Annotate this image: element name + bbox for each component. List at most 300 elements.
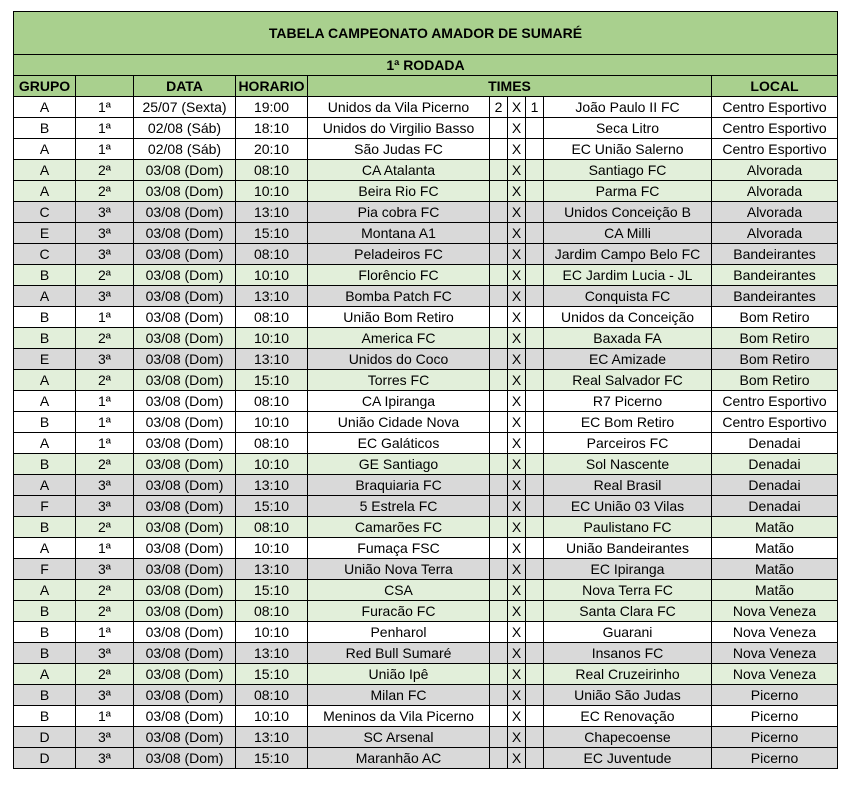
cell-horario: 10:10 xyxy=(236,454,308,475)
cell-grupo: E xyxy=(14,349,76,370)
cell-home-score xyxy=(490,223,508,244)
cell-local: Bandeirantes xyxy=(712,265,838,286)
cell-home-score xyxy=(490,433,508,454)
cell-data: 25/07 (Sexta) xyxy=(134,97,236,118)
cell-grupo: B xyxy=(14,328,76,349)
cell-rodada: 1ª xyxy=(76,538,134,559)
cell-grupo: A xyxy=(14,580,76,601)
cell-horario: 08:10 xyxy=(236,433,308,454)
cell-away-team: Real Brasil xyxy=(544,475,712,496)
cell-home-score xyxy=(490,685,508,706)
cell-versus: X xyxy=(508,139,526,160)
cell-local: Nova Veneza xyxy=(712,601,838,622)
cell-versus: X xyxy=(508,118,526,139)
cell-home-score xyxy=(490,202,508,223)
cell-away-team: Unidos da Conceição xyxy=(544,307,712,328)
cell-away-score xyxy=(526,496,544,517)
cell-rodada: 3ª xyxy=(76,559,134,580)
cell-grupo: A xyxy=(14,139,76,160)
table-row xyxy=(14,202,838,223)
cell-grupo: B xyxy=(14,454,76,475)
cell-away-score xyxy=(526,181,544,202)
cell-horario: 10:10 xyxy=(236,538,308,559)
cell-home-score xyxy=(490,286,508,307)
cell-away-score xyxy=(526,706,544,727)
cell-away-score xyxy=(526,601,544,622)
cell-data: 03/08 (Dom) xyxy=(134,748,236,769)
cell-away-score xyxy=(526,265,544,286)
cell-grupo: B xyxy=(14,685,76,706)
cell-data: 02/08 (Sáb) xyxy=(134,118,236,139)
cell-horario: 13:10 xyxy=(236,349,308,370)
cell-away-team: Guarani xyxy=(544,622,712,643)
cell-away-score xyxy=(526,664,544,685)
cell-home-team: Penharol xyxy=(308,622,490,643)
cell-home-team: 5 Estrela FC xyxy=(308,496,490,517)
cell-data: 03/08 (Dom) xyxy=(134,475,236,496)
cell-data: 03/08 (Dom) xyxy=(134,391,236,412)
cell-grupo: A xyxy=(14,391,76,412)
cell-data: 03/08 (Dom) xyxy=(134,685,236,706)
cell-home-team: União Nova Terra xyxy=(308,559,490,580)
cell-data: 03/08 (Dom) xyxy=(134,559,236,580)
cell-grupo: B xyxy=(14,118,76,139)
cell-home-score xyxy=(490,727,508,748)
cell-horario: 13:10 xyxy=(236,643,308,664)
table-row xyxy=(14,412,838,433)
cell-local: Bandeirantes xyxy=(712,286,838,307)
cell-home-team: Beira Rio FC xyxy=(308,181,490,202)
cell-home-team: Meninos da Vila Picerno xyxy=(308,706,490,727)
cell-away-team: Real Salvador FC xyxy=(544,370,712,391)
cell-away-score xyxy=(526,643,544,664)
cell-away-team: Nova Terra FC xyxy=(544,580,712,601)
cell-away-score xyxy=(526,622,544,643)
cell-rodada: 1ª xyxy=(76,118,134,139)
cell-horario: 15:10 xyxy=(236,223,308,244)
cell-away-score xyxy=(526,391,544,412)
cell-away-score xyxy=(526,286,544,307)
cell-versus: X xyxy=(508,391,526,412)
cell-home-team: CSA xyxy=(308,580,490,601)
cell-grupo: B xyxy=(14,307,76,328)
table-row xyxy=(14,475,838,496)
table-row xyxy=(14,307,838,328)
cell-away-team: EC Jardim Lucia - JL xyxy=(544,265,712,286)
cell-versus: X xyxy=(508,727,526,748)
cell-away-score xyxy=(526,160,544,181)
cell-away-team: Paulistano FC xyxy=(544,517,712,538)
cell-local: Picerno xyxy=(712,685,838,706)
table-row xyxy=(14,559,838,580)
cell-data: 03/08 (Dom) xyxy=(134,580,236,601)
cell-away-team: EC União 03 Vilas xyxy=(544,496,712,517)
table-row xyxy=(14,244,838,265)
cell-home-team: CA Ipiranga xyxy=(308,391,490,412)
cell-data: 03/08 (Dom) xyxy=(134,244,236,265)
table-row xyxy=(14,685,838,706)
cell-horario: 08:10 xyxy=(236,685,308,706)
cell-home-score xyxy=(490,160,508,181)
cell-data: 03/08 (Dom) xyxy=(134,643,236,664)
cell-grupo: F xyxy=(14,559,76,580)
cell-rodada: 3ª xyxy=(76,685,134,706)
cell-data: 02/08 (Sáb) xyxy=(134,139,236,160)
cell-local: Denadai xyxy=(712,496,838,517)
cell-home-team: GE Santiago xyxy=(308,454,490,475)
table-row xyxy=(14,622,838,643)
cell-rodada: 3ª xyxy=(76,244,134,265)
cell-versus: X xyxy=(508,685,526,706)
cell-local: Centro Esportivo xyxy=(712,97,838,118)
cell-data: 03/08 (Dom) xyxy=(134,286,236,307)
cell-away-score xyxy=(526,517,544,538)
table-row xyxy=(14,433,838,454)
cell-versus: X xyxy=(508,664,526,685)
cell-data: 03/08 (Dom) xyxy=(134,223,236,244)
cell-away-score xyxy=(526,349,544,370)
cell-horario: 20:10 xyxy=(236,139,308,160)
cell-rodada: 3ª xyxy=(76,286,134,307)
cell-rodada: 1ª xyxy=(76,307,134,328)
table-row xyxy=(14,580,838,601)
cell-rodada: 2ª xyxy=(76,601,134,622)
cell-horario: 15:10 xyxy=(236,664,308,685)
header-times: TIMES xyxy=(308,76,712,97)
cell-grupo: C xyxy=(14,244,76,265)
cell-versus: X xyxy=(508,559,526,580)
table-row xyxy=(14,139,838,160)
cell-grupo: B xyxy=(14,622,76,643)
cell-versus: X xyxy=(508,580,526,601)
cell-away-score xyxy=(526,538,544,559)
cell-data: 03/08 (Dom) xyxy=(134,328,236,349)
cell-grupo: A xyxy=(14,286,76,307)
cell-away-score xyxy=(526,559,544,580)
cell-local: Denadai xyxy=(712,454,838,475)
cell-away-score xyxy=(526,307,544,328)
cell-grupo: D xyxy=(14,748,76,769)
cell-horario: 10:10 xyxy=(236,706,308,727)
cell-rodada: 1ª xyxy=(76,139,134,160)
cell-away-team: R7 Picerno xyxy=(544,391,712,412)
cell-away-team: Parceiros FC xyxy=(544,433,712,454)
cell-rodada: 3ª xyxy=(76,349,134,370)
cell-horario: 08:10 xyxy=(236,160,308,181)
cell-away-score xyxy=(526,118,544,139)
cell-horario: 15:10 xyxy=(236,496,308,517)
cell-data: 03/08 (Dom) xyxy=(134,538,236,559)
cell-versus: X xyxy=(508,412,526,433)
cell-grupo: B xyxy=(14,601,76,622)
table-row xyxy=(14,748,838,769)
cell-data: 03/08 (Dom) xyxy=(134,202,236,223)
cell-away-score xyxy=(526,223,544,244)
cell-versus: X xyxy=(508,433,526,454)
cell-local: Bom Retiro xyxy=(712,328,838,349)
cell-versus: X xyxy=(508,370,526,391)
cell-home-score xyxy=(490,748,508,769)
cell-horario: 15:10 xyxy=(236,748,308,769)
cell-local: Bom Retiro xyxy=(712,349,838,370)
cell-versus: X xyxy=(508,454,526,475)
cell-horario: 13:10 xyxy=(236,475,308,496)
cell-grupo: B xyxy=(14,517,76,538)
table-row xyxy=(14,160,838,181)
cell-horario: 13:10 xyxy=(236,559,308,580)
header-horario: HORARIO xyxy=(236,76,308,97)
cell-home-team: Florêncio FC xyxy=(308,265,490,286)
table-row xyxy=(14,370,838,391)
cell-away-team: União São Judas xyxy=(544,685,712,706)
cell-away-team: Santa Clara FC xyxy=(544,601,712,622)
table-row xyxy=(14,286,838,307)
cell-home-team: Unidos do Virgilio Basso xyxy=(308,118,490,139)
cell-home-score xyxy=(490,538,508,559)
cell-versus: X xyxy=(508,160,526,181)
cell-local: Denadai xyxy=(712,433,838,454)
cell-rodada: 3ª xyxy=(76,202,134,223)
cell-home-team: Peladeiros FC xyxy=(308,244,490,265)
cell-away-team: Baxada FA xyxy=(544,328,712,349)
table-row xyxy=(14,97,838,118)
cell-rodada: 1ª xyxy=(76,433,134,454)
cell-versus: X xyxy=(508,475,526,496)
cell-local: Alvorada xyxy=(712,202,838,223)
table-row xyxy=(14,118,838,139)
cell-away-team: Sol Nascente xyxy=(544,454,712,475)
cell-home-score xyxy=(490,622,508,643)
cell-home-score xyxy=(490,601,508,622)
cell-rodada: 2ª xyxy=(76,580,134,601)
cell-away-team: EC União Salerno xyxy=(544,139,712,160)
cell-away-team: EC Bom Retiro xyxy=(544,412,712,433)
cell-home-team: Milan FC xyxy=(308,685,490,706)
table-row xyxy=(14,349,838,370)
cell-rodada: 3ª xyxy=(76,727,134,748)
table-row xyxy=(14,664,838,685)
table-row xyxy=(14,328,838,349)
cell-versus: X xyxy=(508,748,526,769)
cell-versus: X xyxy=(508,286,526,307)
cell-horario: 18:10 xyxy=(236,118,308,139)
cell-grupo: A xyxy=(14,370,76,391)
cell-away-score xyxy=(526,370,544,391)
cell-versus: X xyxy=(508,244,526,265)
cell-home-score xyxy=(490,265,508,286)
table-row xyxy=(14,496,838,517)
cell-home-score xyxy=(490,181,508,202)
cell-home-score xyxy=(490,454,508,475)
header-data: DATA xyxy=(134,76,236,97)
cell-versus: X xyxy=(508,181,526,202)
cell-away-team: Chapecoense xyxy=(544,727,712,748)
cell-home-score xyxy=(490,580,508,601)
cell-data: 03/08 (Dom) xyxy=(134,307,236,328)
cell-versus: X xyxy=(508,496,526,517)
cell-data: 03/08 (Dom) xyxy=(134,370,236,391)
cell-home-team: Torres FC xyxy=(308,370,490,391)
cell-versus: X xyxy=(508,643,526,664)
cell-away-team: Unidos Conceição B xyxy=(544,202,712,223)
table-row xyxy=(14,454,838,475)
cell-data: 03/08 (Dom) xyxy=(134,727,236,748)
cell-away-score xyxy=(526,727,544,748)
cell-local: Nova Veneza xyxy=(712,622,838,643)
cell-away-team: Parma FC xyxy=(544,181,712,202)
cell-rodada: 1ª xyxy=(76,706,134,727)
cell-data: 03/08 (Dom) xyxy=(134,517,236,538)
cell-grupo: A xyxy=(14,97,76,118)
cell-away-score xyxy=(526,580,544,601)
table-row xyxy=(14,643,838,664)
cell-home-team: União Bom Retiro xyxy=(308,307,490,328)
cell-local: Matão xyxy=(712,580,838,601)
table-row xyxy=(14,223,838,244)
cell-away-team: União Bandeirantes xyxy=(544,538,712,559)
cell-away-team: EC Renovação xyxy=(544,706,712,727)
cell-local: Matão xyxy=(712,517,838,538)
cell-away-score xyxy=(526,244,544,265)
cell-grupo: A xyxy=(14,538,76,559)
cell-data: 03/08 (Dom) xyxy=(134,706,236,727)
cell-local: Bandeirantes xyxy=(712,244,838,265)
cell-home-score xyxy=(490,307,508,328)
cell-away-score xyxy=(526,748,544,769)
cell-data: 03/08 (Dom) xyxy=(134,349,236,370)
cell-grupo: C xyxy=(14,202,76,223)
cell-home-score xyxy=(490,370,508,391)
cell-rodada: 3ª xyxy=(76,223,134,244)
cell-horario: 08:10 xyxy=(236,244,308,265)
cell-home-team: Unidos da Vila Picerno xyxy=(308,97,490,118)
cell-horario: 15:10 xyxy=(236,370,308,391)
cell-versus: X xyxy=(508,97,526,118)
cell-home-team: America FC xyxy=(308,328,490,349)
cell-rodada: 2ª xyxy=(76,664,134,685)
cell-home-team: Fumaça FSC xyxy=(308,538,490,559)
cell-grupo: D xyxy=(14,727,76,748)
cell-horario: 10:10 xyxy=(236,622,308,643)
cell-versus: X xyxy=(508,538,526,559)
cell-home-team: Braquiaria FC xyxy=(308,475,490,496)
cell-local: Bom Retiro xyxy=(712,307,838,328)
cell-horario: 13:10 xyxy=(236,202,308,223)
cell-away-score xyxy=(526,475,544,496)
header-local: LOCAL xyxy=(712,76,838,97)
cell-horario: 19:00 xyxy=(236,97,308,118)
cell-versus: X xyxy=(508,601,526,622)
cell-versus: X xyxy=(508,265,526,286)
cell-away-team: EC Ipiranga xyxy=(544,559,712,580)
cell-home-score xyxy=(490,706,508,727)
cell-local: Nova Veneza xyxy=(712,643,838,664)
cell-horario: 15:10 xyxy=(236,580,308,601)
cell-rodada: 3ª xyxy=(76,643,134,664)
cell-home-score xyxy=(490,475,508,496)
schedule-table xyxy=(13,11,838,769)
cell-home-team: Red Bull Sumaré xyxy=(308,643,490,664)
table-row xyxy=(14,601,838,622)
cell-horario: 08:10 xyxy=(236,601,308,622)
cell-data: 03/08 (Dom) xyxy=(134,601,236,622)
cell-grupo: A xyxy=(14,160,76,181)
cell-local: Matão xyxy=(712,538,838,559)
cell-home-score xyxy=(490,559,508,580)
cell-grupo: A xyxy=(14,475,76,496)
table-title: TABELA CAMPEONATO AMADOR DE SUMARÉ xyxy=(14,12,838,55)
cell-local: Matão xyxy=(712,559,838,580)
cell-grupo: E xyxy=(14,223,76,244)
cell-local: Bom Retiro xyxy=(712,370,838,391)
cell-local: Centro Esportivo xyxy=(712,139,838,160)
cell-away-score xyxy=(526,454,544,475)
cell-away-team: Insanos FC xyxy=(544,643,712,664)
cell-local: Alvorada xyxy=(712,181,838,202)
cell-grupo: B xyxy=(14,412,76,433)
cell-home-score xyxy=(490,118,508,139)
cell-home-team: Montana A1 xyxy=(308,223,490,244)
cell-local: Alvorada xyxy=(712,223,838,244)
cell-away-score xyxy=(526,202,544,223)
table-row xyxy=(14,265,838,286)
cell-home-score xyxy=(490,139,508,160)
cell-home-team: SC Arsenal xyxy=(308,727,490,748)
cell-local: Picerno xyxy=(712,706,838,727)
cell-horario: 10:10 xyxy=(236,412,308,433)
cell-away-team: Jardim Campo Belo FC xyxy=(544,244,712,265)
cell-rodada: 3ª xyxy=(76,496,134,517)
cell-data: 03/08 (Dom) xyxy=(134,433,236,454)
match-rows xyxy=(14,97,838,769)
cell-data: 03/08 (Dom) xyxy=(134,412,236,433)
header-rodada xyxy=(76,76,134,97)
cell-home-team: Bomba Patch FC xyxy=(308,286,490,307)
cell-rodada: 3ª xyxy=(76,475,134,496)
cell-away-team: Seca Litro xyxy=(544,118,712,139)
cell-rodada: 2ª xyxy=(76,181,134,202)
cell-data: 03/08 (Dom) xyxy=(134,664,236,685)
cell-away-team: Santiago FC xyxy=(544,160,712,181)
table-row xyxy=(14,181,838,202)
cell-home-score xyxy=(490,349,508,370)
cell-grupo: B xyxy=(14,643,76,664)
cell-home-team: União Ipê xyxy=(308,664,490,685)
cell-home-score xyxy=(490,496,508,517)
cell-local: Picerno xyxy=(712,748,838,769)
cell-away-team: CA Milli xyxy=(544,223,712,244)
cell-data: 03/08 (Dom) xyxy=(134,265,236,286)
cell-rodada: 2ª xyxy=(76,454,134,475)
cell-home-team: Camarões FC xyxy=(308,517,490,538)
cell-data: 03/08 (Dom) xyxy=(134,496,236,517)
cell-home-score xyxy=(490,244,508,265)
cell-local: Centro Esportivo xyxy=(712,118,838,139)
cell-rodada: 2ª xyxy=(76,265,134,286)
cell-rodada: 2ª xyxy=(76,517,134,538)
header-grupo: GRUPO xyxy=(14,76,76,97)
cell-horario: 13:10 xyxy=(236,286,308,307)
cell-rodada: 2ª xyxy=(76,328,134,349)
cell-horario: 08:10 xyxy=(236,391,308,412)
cell-home-score xyxy=(490,328,508,349)
cell-horario: 10:10 xyxy=(236,181,308,202)
cell-rodada: 2ª xyxy=(76,370,134,391)
cell-home-score xyxy=(490,643,508,664)
cell-away-team: Real Cruzeirinho xyxy=(544,664,712,685)
table-row xyxy=(14,727,838,748)
cell-away-score xyxy=(526,685,544,706)
